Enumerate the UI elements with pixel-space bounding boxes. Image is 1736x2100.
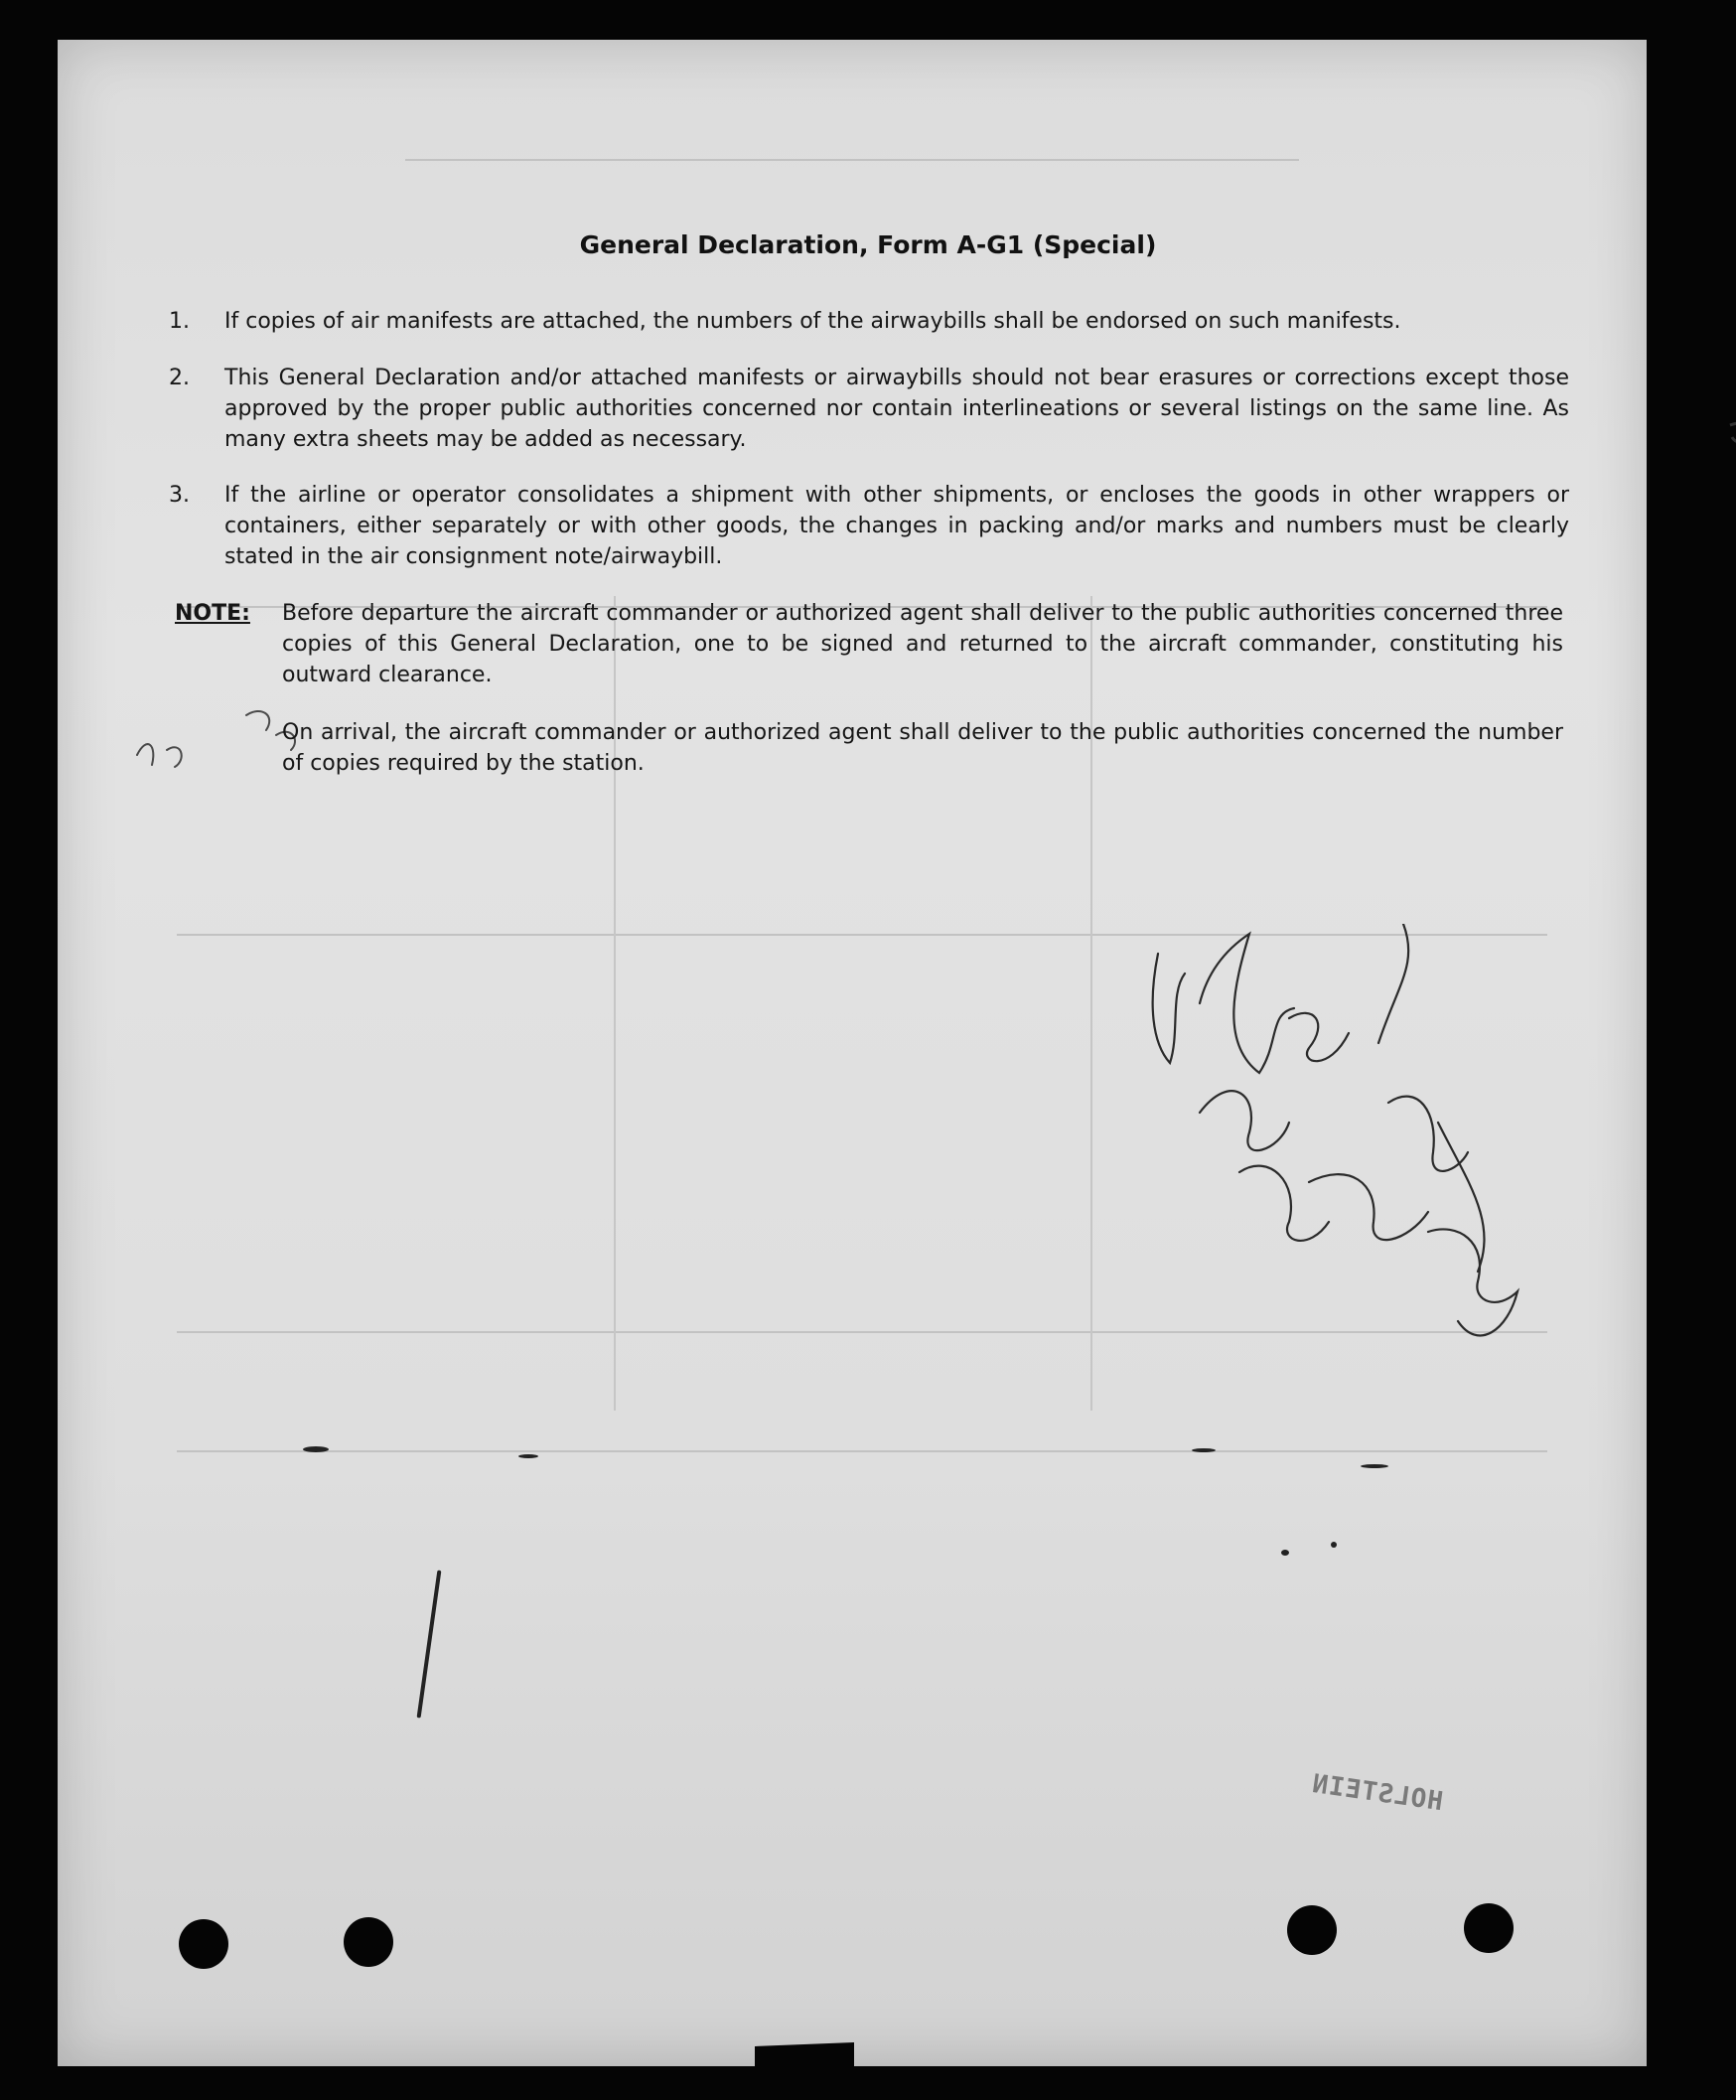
item-number: 3. bbox=[169, 483, 190, 508]
punch-mark bbox=[1726, 419, 1736, 449]
instruction-item-3 bbox=[169, 480, 1569, 575]
item-text: If the airline or operator consolidates a shipment with other shipments, or encloses the goods in other wrappers or containers, either separately or with other goods, the changes in packing and/or marks and numbers must be clearly stated in the air consignment note/airwaybill. bbox=[224, 483, 1569, 569]
dust-speck bbox=[1281, 1550, 1289, 1556]
instruction-item-2 bbox=[169, 363, 1569, 458]
item-text: If copies of air manifests are attached, the numbers of the airwaybills shall be endorsed on such manifests. bbox=[224, 309, 1401, 334]
dust-speck bbox=[1361, 1464, 1388, 1468]
dust-speck bbox=[303, 1446, 329, 1452]
item-text: This General Declaration and/or attached manifests or airwaybills should not bear erasures or corrections except those approved by the proper public authorities concerned nor contain interlineations or several listings on the same line. As many extra sheets may be added as necessary. bbox=[224, 366, 1569, 452]
bleed-through-line bbox=[405, 159, 1299, 161]
punch-hole bbox=[1287, 1905, 1337, 1955]
bleed-through-line bbox=[177, 1450, 1547, 1452]
dust-speck bbox=[518, 1454, 538, 1458]
handwritten-signature bbox=[1140, 924, 1537, 1391]
document-page bbox=[58, 40, 1647, 2066]
item-number: 1. bbox=[169, 309, 190, 334]
item-number: 2. bbox=[169, 366, 190, 390]
paper-tear bbox=[755, 2036, 854, 2066]
punch-hole bbox=[344, 1917, 393, 1967]
document-title: General Declaration, Form A-G1 (Special) bbox=[579, 230, 1157, 259]
note-text: Before departure the aircraft commander or authorized agent shall deliver to the public authorities concerned three copies of this General Declaration, one to be signed and returned to the aircraft commander, constituting his outward clearance. bbox=[282, 601, 1563, 687]
instruction-item-1 bbox=[169, 306, 1569, 338]
note-label: NOTE: bbox=[175, 601, 250, 626]
punch-hole bbox=[1464, 1903, 1514, 1953]
rubber-stamp: HOLSTEIN bbox=[1309, 1768, 1445, 1818]
dust-speck bbox=[1192, 1448, 1216, 1452]
dust-speck bbox=[1331, 1542, 1337, 1548]
punch-hole bbox=[179, 1919, 228, 1969]
note-arrival-text: On arrival, the aircraft commander or authorized agent shall deliver to the public authorities concerned the number of copies required by the station. bbox=[282, 720, 1563, 776]
